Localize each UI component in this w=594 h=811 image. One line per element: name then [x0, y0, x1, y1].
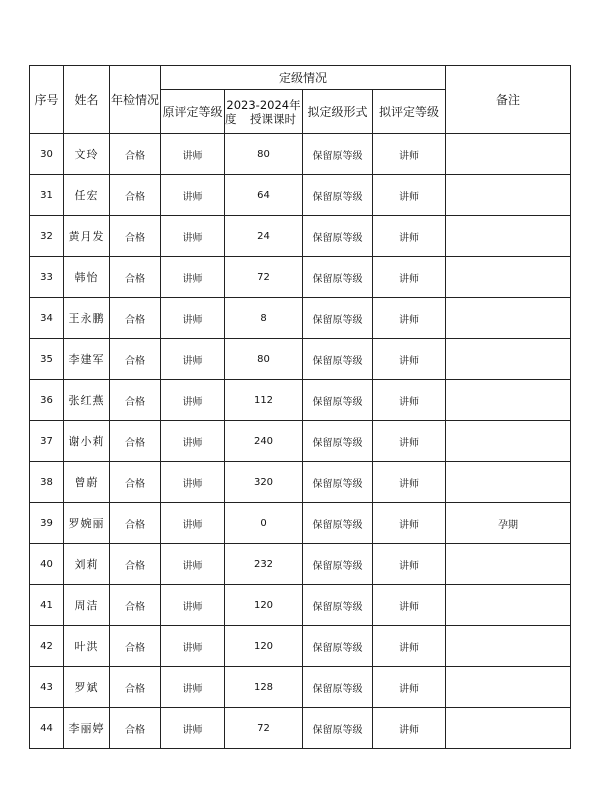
cell-annual-check: 合格	[110, 298, 161, 339]
cell-proposed-form: 保留原等级	[303, 462, 373, 503]
cell-annual-check: 合格	[110, 380, 161, 421]
cell-remarks	[446, 298, 571, 339]
cell-original-level: 讲师	[161, 626, 225, 667]
cell-remarks	[446, 585, 571, 626]
cell-remarks	[446, 257, 571, 298]
cell-proposed-level: 讲师	[373, 257, 446, 298]
cell-name: 张红燕	[64, 380, 110, 421]
cell-serial: 36	[30, 380, 64, 421]
cell-remarks	[446, 667, 571, 708]
cell-annual-check: 合格	[110, 503, 161, 544]
cell-proposed-level: 讲师	[373, 503, 446, 544]
header-annual-check: 年检情况	[110, 66, 161, 134]
cell-proposed-form: 保留原等级	[303, 626, 373, 667]
header-hours-line2a: 度	[225, 111, 237, 126]
cell-teaching-hours: 0	[225, 503, 303, 544]
cell-proposed-level: 讲师	[373, 462, 446, 503]
cell-proposed-level: 讲师	[373, 667, 446, 708]
grading-table	[29, 65, 571, 749]
cell-annual-check: 合格	[110, 134, 161, 175]
cell-serial: 32	[30, 216, 64, 257]
header-teaching-hours	[225, 90, 303, 134]
table-row	[30, 421, 571, 462]
cell-teaching-hours: 112	[225, 380, 303, 421]
cell-serial: 43	[30, 667, 64, 708]
header-original-level: 原评定等级	[161, 90, 225, 134]
cell-original-level: 讲师	[161, 257, 225, 298]
table-body	[30, 134, 571, 749]
table-row	[30, 380, 571, 421]
cell-proposed-form: 保留原等级	[303, 421, 373, 462]
cell-serial: 37	[30, 421, 64, 462]
cell-annual-check: 合格	[110, 421, 161, 462]
cell-original-level: 讲师	[161, 175, 225, 216]
table-row	[30, 585, 571, 626]
cell-serial: 33	[30, 257, 64, 298]
table-row	[30, 503, 571, 544]
cell-annual-check: 合格	[110, 257, 161, 298]
cell-serial: 39	[30, 503, 64, 544]
cell-name: 韩怡	[64, 257, 110, 298]
cell-teaching-hours: 128	[225, 667, 303, 708]
cell-proposed-level: 讲师	[373, 175, 446, 216]
header-remarks: 备注	[446, 66, 571, 134]
cell-remarks	[446, 339, 571, 380]
cell-proposed-form: 保留原等级	[303, 667, 373, 708]
header-grading-group: 定级情况	[161, 66, 446, 90]
cell-original-level: 讲师	[161, 708, 225, 749]
cell-proposed-level: 讲师	[373, 544, 446, 585]
cell-proposed-form: 保留原等级	[303, 544, 373, 585]
cell-proposed-level: 讲师	[373, 708, 446, 749]
cell-annual-check: 合格	[110, 585, 161, 626]
cell-proposed-level: 讲师	[373, 626, 446, 667]
header-name: 姓名	[64, 66, 110, 134]
cell-remarks	[446, 626, 571, 667]
cell-proposed-form: 保留原等级	[303, 585, 373, 626]
cell-annual-check: 合格	[110, 216, 161, 257]
cell-original-level: 讲师	[161, 298, 225, 339]
cell-proposed-level: 讲师	[373, 339, 446, 380]
cell-teaching-hours: 320	[225, 462, 303, 503]
cell-serial: 38	[30, 462, 64, 503]
cell-serial: 35	[30, 339, 64, 380]
cell-proposed-form: 保留原等级	[303, 339, 373, 380]
cell-remarks	[446, 462, 571, 503]
cell-remarks	[446, 421, 571, 462]
table-row	[30, 626, 571, 667]
header-hours-line2b: 授课课时	[250, 111, 296, 126]
cell-annual-check: 合格	[110, 339, 161, 380]
table-row	[30, 708, 571, 749]
cell-proposed-form: 保留原等级	[303, 257, 373, 298]
cell-remarks	[446, 175, 571, 216]
cell-name: 曾蔚	[64, 462, 110, 503]
cell-teaching-hours: 80	[225, 134, 303, 175]
cell-name: 谢小莉	[64, 421, 110, 462]
cell-name: 李建军	[64, 339, 110, 380]
table-row	[30, 134, 571, 175]
cell-original-level: 讲师	[161, 462, 225, 503]
cell-annual-check: 合格	[110, 175, 161, 216]
cell-proposed-form: 保留原等级	[303, 134, 373, 175]
cell-teaching-hours: 8	[225, 298, 303, 339]
cell-serial: 44	[30, 708, 64, 749]
cell-original-level: 讲师	[161, 667, 225, 708]
cell-proposed-form: 保留原等级	[303, 503, 373, 544]
cell-teaching-hours: 232	[225, 544, 303, 585]
header-serial: 序号	[30, 66, 64, 134]
cell-name: 罗婉丽	[64, 503, 110, 544]
cell-teaching-hours: 24	[225, 216, 303, 257]
table-row	[30, 298, 571, 339]
cell-name: 刘莉	[64, 544, 110, 585]
cell-teaching-hours: 80	[225, 339, 303, 380]
cell-original-level: 讲师	[161, 421, 225, 462]
cell-name: 黄月发	[64, 216, 110, 257]
cell-original-level: 讲师	[161, 544, 225, 585]
cell-proposed-form: 保留原等级	[303, 380, 373, 421]
cell-proposed-level: 讲师	[373, 134, 446, 175]
table-row	[30, 175, 571, 216]
cell-remarks	[446, 134, 571, 175]
cell-proposed-form: 保留原等级	[303, 298, 373, 339]
cell-teaching-hours: 120	[225, 626, 303, 667]
cell-teaching-hours: 120	[225, 585, 303, 626]
table-row	[30, 339, 571, 380]
cell-proposed-level: 讲师	[373, 216, 446, 257]
header-proposed-level: 拟评定等级	[373, 90, 446, 134]
cell-serial: 30	[30, 134, 64, 175]
cell-name: 叶洪	[64, 626, 110, 667]
cell-teaching-hours: 72	[225, 257, 303, 298]
table-row	[30, 667, 571, 708]
cell-name: 周洁	[64, 585, 110, 626]
cell-original-level: 讲师	[161, 585, 225, 626]
cell-name: 罗斌	[64, 667, 110, 708]
cell-original-level: 讲师	[161, 503, 225, 544]
cell-proposed-form: 保留原等级	[303, 175, 373, 216]
cell-remarks	[446, 708, 571, 749]
cell-remarks	[446, 380, 571, 421]
cell-remarks: 孕期	[446, 503, 571, 544]
cell-annual-check: 合格	[110, 462, 161, 503]
cell-name: 文玲	[64, 134, 110, 175]
cell-original-level: 讲师	[161, 216, 225, 257]
cell-serial: 42	[30, 626, 64, 667]
table-row	[30, 462, 571, 503]
cell-name: 王永鹏	[64, 298, 110, 339]
cell-proposed-level: 讲师	[373, 380, 446, 421]
cell-proposed-form: 保留原等级	[303, 216, 373, 257]
cell-proposed-form: 保留原等级	[303, 708, 373, 749]
table-row	[30, 544, 571, 585]
cell-name: 李丽婷	[64, 708, 110, 749]
cell-remarks	[446, 544, 571, 585]
header-hours-line1: 2023-2024年	[226, 97, 301, 112]
cell-annual-check: 合格	[110, 708, 161, 749]
cell-proposed-level: 讲师	[373, 421, 446, 462]
cell-original-level: 讲师	[161, 134, 225, 175]
cell-name: 任宏	[64, 175, 110, 216]
cell-remarks	[446, 216, 571, 257]
header-proposed-form: 拟定级形式	[303, 90, 373, 134]
cell-proposed-level: 讲师	[373, 585, 446, 626]
cell-serial: 31	[30, 175, 64, 216]
cell-annual-check: 合格	[110, 626, 161, 667]
cell-serial: 34	[30, 298, 64, 339]
cell-original-level: 讲师	[161, 380, 225, 421]
table-row	[30, 216, 571, 257]
cell-teaching-hours: 72	[225, 708, 303, 749]
cell-annual-check: 合格	[110, 667, 161, 708]
cell-teaching-hours: 64	[225, 175, 303, 216]
cell-annual-check: 合格	[110, 544, 161, 585]
cell-serial: 41	[30, 585, 64, 626]
cell-original-level: 讲师	[161, 339, 225, 380]
cell-proposed-level: 讲师	[373, 298, 446, 339]
cell-teaching-hours: 240	[225, 421, 303, 462]
cell-serial: 40	[30, 544, 64, 585]
table-row	[30, 257, 571, 298]
